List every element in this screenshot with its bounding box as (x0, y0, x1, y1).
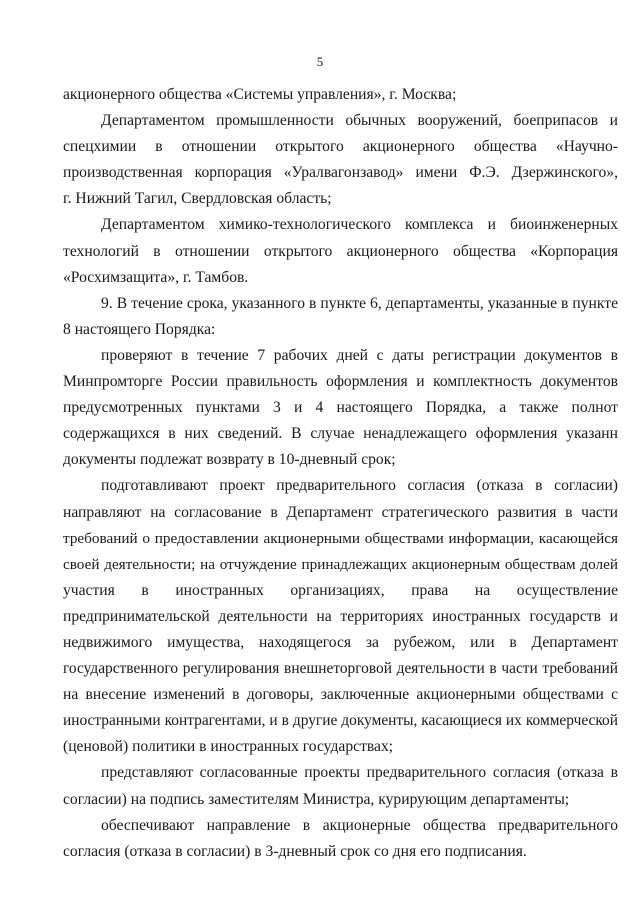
text-line: согласия (отказа в согласии) в 3-дневный срок со дня его подписания. (63, 842, 527, 860)
page-number: 5 (316, 54, 324, 69)
text-line: акционерного общества «Системы управления», г. Москва; (63, 86, 457, 103)
text-line: на внесение изменений в договоры, заключенные акционерными обществами с (63, 686, 618, 704)
text-line: обеспечивают направление в акционерные общества предварительного (101, 816, 618, 834)
text-line: Минпромторге России правильность оформления и комплектность документов (63, 373, 618, 391)
text-line: представляют согласованные проекты предварительного согласия (отказа в (101, 764, 618, 782)
text-line: производственная корпорация «Уралвагонзавод» имени Ф.Э. Дзержинского», (63, 164, 618, 182)
text-line: Департаментом промышленности обычных вооружений, боеприпасов и (101, 112, 618, 130)
text-line: участия в иностранных организациях, права на осуществление (63, 581, 618, 599)
text-line: подготавливают проект предварительного согласия (отказа в согласии) (101, 477, 618, 495)
text-line: 8 настоящего Порядка: (63, 320, 216, 338)
text-line: недвижимого имущества, находящегося за рубежом, или в Департамент (63, 633, 618, 651)
text-line: (ценовой) политики в иностранных государствах; (63, 738, 394, 756)
text-line: государственного регулирования внешнеторговой деятельности в части требований (63, 660, 618, 678)
text-line: содержащихся в них сведений. В случае ненадлежащего оформления указанн (63, 425, 618, 443)
text-line: предусмотренных пунктами 3 и 4 настоящего Порядка, а также полнот (63, 399, 618, 417)
text-line: спецхимии в отношении открытого акционерного общества «Научно- (63, 138, 618, 156)
text-line: иностранными контрагентами, и в другие документы, касающиеся их коммерческой (63, 712, 618, 730)
text-line: г. Нижний Тагил, Свердловская область; (63, 190, 332, 208)
document-body (63, 82, 618, 865)
text-line: технологий в отношении открытого акционерного общества «Корпорация (63, 242, 618, 260)
text-line: Департаментом химико-технологического комплекса и биоинженерных (101, 216, 618, 234)
text-line: документы подлежат возврату в 10-дневный срок; (63, 451, 396, 469)
text-line: 9. В течение срока, указанного в пункте 6, департаменты, указанные в пункте (101, 294, 618, 312)
text-line: требований о предоставлении акционерными обществами информации, касающейся (63, 529, 618, 547)
text-line: предпринимательской деятельности на территориях иностранных государств и (63, 607, 618, 625)
text-line: согласии) на подпись заместителям Министра, курирующим департаменты; (63, 790, 570, 808)
text-line: направляют на согласование в Департамент стратегического развития в части (63, 503, 618, 521)
text-line: проверяют в течение 7 рабочих дней с даты регистрации документов в (101, 346, 618, 364)
text-line: «Росхимзащита», г. Тамбов. (63, 268, 249, 286)
text-line: своей деятельности; на отчуждение принадлежащих акционерным обществам долей (63, 555, 618, 573)
